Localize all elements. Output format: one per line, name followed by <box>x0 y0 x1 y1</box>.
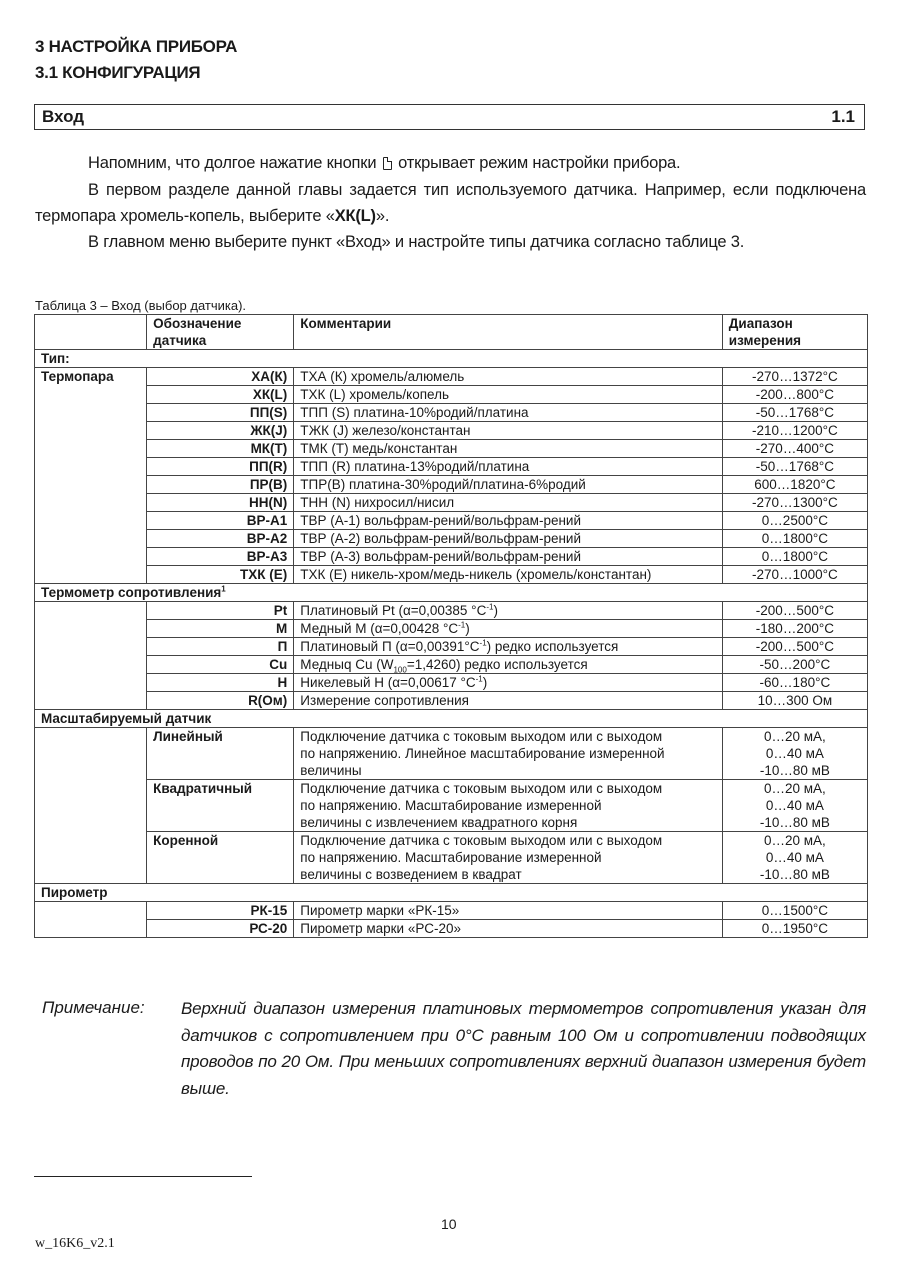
sensor-range: -270…1372°С <box>722 368 867 386</box>
sensor-comment: Подключение датчика с токовым выходом или с выходом по напряжению. Масштабирование измеренной величины с возведением в квадрат <box>294 832 723 884</box>
group-header-row <box>35 884 868 902</box>
sensor-code: ЖК(J) <box>147 422 294 440</box>
table-row <box>35 728 868 780</box>
sensor-table <box>34 314 868 938</box>
group-rtd: Термометр сопротивления$^1$ <box>35 584 868 602</box>
sensor-comment: ТВР (А-1) вольфрам-рений/вольфрам-рений <box>294 512 723 530</box>
section-heading: 3.1 КОНФИГУРАЦИЯ <box>35 63 201 82</box>
paragraph-2-text-a: В первом разделе данной главы задается тип используемого датчика. Например, если подключена термопара хромель-копель, выберите « <box>35 181 866 225</box>
group-thermocouple: Термопара <box>35 368 147 386</box>
sensor-code: Cu <box>147 656 294 674</box>
header-designation: Обозначение датчика <box>147 315 294 350</box>
table-row <box>35 920 868 938</box>
sensor-code: ВР-А1 <box>147 512 294 530</box>
sensor-code: Линейный <box>147 728 294 780</box>
paragraph-2-bold-code: ХК(L) <box>334 207 376 225</box>
sensor-code: РК-15 <box>147 902 294 920</box>
sensor-range: -270…1300°С <box>722 494 867 512</box>
sensor-comment: ТВР (А-3) вольфрам-рений/вольфрам-рений <box>294 548 723 566</box>
sensor-range: 10…300 Ом <box>722 692 867 710</box>
sensor-code: ТХК (Е) <box>147 566 294 584</box>
table-row <box>35 566 868 584</box>
section-title-box <box>34 104 865 130</box>
sensor-code: Квадратичный <box>147 780 294 832</box>
header-range: Диапазон измерения <box>722 315 867 350</box>
sensor-comment: Никелевый Н (α=0,00617 $^\circ С^{-1}$) <box>294 674 723 692</box>
sensor-range: 600…1820°С <box>722 476 867 494</box>
table-row <box>35 440 868 458</box>
document-key-icon <box>383 157 392 170</box>
sensor-code: R(Ом) <box>147 692 294 710</box>
sensor-comment: Пирометр марки «РС-20» <box>294 920 723 938</box>
section-box-title: Вход <box>42 107 85 126</box>
type-label-row <box>35 350 868 368</box>
sensor-range: 0…1500°С <box>722 902 867 920</box>
header-comments: Комментарии <box>294 315 723 350</box>
paragraph-3 <box>35 229 866 255</box>
table-row <box>35 458 868 476</box>
paragraph-2 <box>35 177 866 229</box>
sensor-range: 0…1800°С <box>722 548 867 566</box>
sensor-code: Н <box>147 674 294 692</box>
sensor-code: ВР-А2 <box>147 530 294 548</box>
table-row <box>35 902 868 920</box>
table-row <box>35 656 868 674</box>
sensor-range: -50…1768°С <box>722 458 867 476</box>
table-caption: Таблица 3 – Вход (выбор датчика). <box>35 298 247 313</box>
sensor-code: НН(N) <box>147 494 294 512</box>
note-text: Верхний диапазон измерения платиновых термометров сопротивления указан для датчиков с сопротивлением при 0°С равным 100 Ом и сопротивлении подводящих проводов по 20 Ом. При меньших сопротивлениях верхний диапазон измерения будет выше. <box>181 999 866 1098</box>
footnote-divider <box>34 1176 252 1177</box>
sensor-code: М <box>147 620 294 638</box>
table-row <box>35 620 868 638</box>
sensor-range: -270…1000°С <box>722 566 867 584</box>
chapter-heading: 3 НАСТРОЙКА ПРИБОРА <box>35 37 238 56</box>
sensor-comment: Измерение сопротивления <box>294 692 723 710</box>
sensor-code: МК(Т) <box>147 440 294 458</box>
sensor-code: ХК(L) <box>147 386 294 404</box>
sensor-range: 0…2500°С <box>722 512 867 530</box>
table-row <box>35 602 868 620</box>
sensor-comment: Платиновый П $(\alpha=0,00391^\circ С^{-1})$ редко используется <box>294 638 723 656</box>
sensor-range: 0…20 мА, 0…40 мА -10…80 мВ <box>722 832 867 884</box>
sensor-code: Pt <box>147 602 294 620</box>
paragraph-1 <box>35 150 866 176</box>
sensor-comment: Пирометр марки «РК-15» <box>294 902 723 920</box>
sensor-comment: ТПП (R) платина-13%родий/платина <box>294 458 723 476</box>
sensor-code: П <box>147 638 294 656</box>
table-row <box>35 674 868 692</box>
paragraph-1-text-a: Напомним, что долгое нажатие кнопки <box>88 154 377 172</box>
table-row <box>35 404 868 422</box>
sensor-comment: ТЖК (J) железо/константан <box>294 422 723 440</box>
sensor-code: ПР(В) <box>147 476 294 494</box>
sensor-comment: ТПР(В) платина-30%родий/платина-6%родий <box>294 476 723 494</box>
table-row <box>35 422 868 440</box>
section-box-number: 1.1 <box>831 107 855 126</box>
sensor-comment: Платиновый Pt (α=0,00385 $^\circ С^{-1}$) <box>294 602 723 620</box>
paragraph-3-text: В главном меню выберите пункт «Вход» и настройте типы датчика согласно таблице 3. <box>88 233 745 251</box>
sensor-code: ХА(К) <box>147 368 294 386</box>
sensor-comment: ТВР (А-2) вольфрам-рений/вольфрам-рений <box>294 530 723 548</box>
sensor-comment: Подключение датчика с токовым выходом или с выходом по напряжению. Линейное масштабирование измеренной величины <box>294 728 723 780</box>
sensor-comment: Медный М (α=0,00428 $^\circ С^{-1}$) <box>294 620 723 638</box>
sensor-code: Коренной <box>147 832 294 884</box>
sensor-code: ВР-А3 <box>147 548 294 566</box>
group-pyrometer: Пирометр <box>35 884 868 902</box>
table-row <box>35 494 868 512</box>
sensor-comment: ТНН (N) нихросил/нисил <box>294 494 723 512</box>
table-row <box>35 386 868 404</box>
table-row <box>35 780 868 832</box>
sensor-range: -60…180°С <box>722 674 867 692</box>
sensor-comment: ТХК (Е) никель-хром/медь-никель (хромель/константан) <box>294 566 723 584</box>
sensor-comment: Медныq Cu $(W_{100}=1,4260)$ редко используется <box>294 656 723 674</box>
table-row <box>35 368 868 386</box>
sensor-range: -200…800°С <box>722 386 867 404</box>
table-header-row <box>35 315 868 350</box>
sensor-range: -270…400°С <box>722 440 867 458</box>
table-row <box>35 512 868 530</box>
type-label: Тип: <box>35 350 868 368</box>
table-row <box>35 548 868 566</box>
table-row <box>35 692 868 710</box>
table-row <box>35 530 868 548</box>
paragraph-1-text-b: открывает режим настройки прибора. <box>398 154 681 172</box>
sensor-range: -50…200°С <box>722 656 867 674</box>
table-row <box>35 476 868 494</box>
header-empty <box>35 315 147 350</box>
sensor-range: -50…1768°С <box>722 404 867 422</box>
sensor-range: -200…500°С <box>722 638 867 656</box>
sensor-range: -200…500°С <box>722 602 867 620</box>
table-row <box>35 832 868 884</box>
paragraph-2-text-b: ». <box>375 207 390 225</box>
note-label: Примечание: <box>42 998 145 1017</box>
group-header-row <box>35 584 868 602</box>
sensor-comment: Подключение датчика с токовым выходом или с выходом по напряжению. Масштабирование измеренной величины с извлечением квадратного корня <box>294 780 723 832</box>
sensor-range: -210…1200°С <box>722 422 867 440</box>
sensor-comment: ТХК (L) хромель/копель <box>294 386 723 404</box>
sensor-range: 0…20 мА, 0…40 мА -10…80 мВ <box>722 728 867 780</box>
table-row <box>35 638 868 656</box>
page-number: 10 <box>441 1216 457 1232</box>
group-scalable: Масштабируемый датчик <box>35 710 868 728</box>
footnote-mark: 1 <box>221 584 226 594</box>
sensor-range: 0…1800°С <box>722 530 867 548</box>
group-header-row <box>35 710 868 728</box>
sensor-code: ПП(S) <box>147 404 294 422</box>
sensor-comment: ТМК (Т) медь/константан <box>294 440 723 458</box>
sensor-code: ПП(R) <box>147 458 294 476</box>
sensor-range: 0…20 мА, 0…40 мА -10…80 мВ <box>722 780 867 832</box>
document-id: w_16K6_v2.1 <box>35 1236 115 1251</box>
sensor-comment: ТХА (К) хромель/алюмель <box>294 368 723 386</box>
sensor-code: РС-20 <box>147 920 294 938</box>
sensor-comment: ТПП (S) платина-10%родий/платина <box>294 404 723 422</box>
sensor-range: -180…200°С <box>722 620 867 638</box>
sensor-range: 0…1950°С <box>722 920 867 938</box>
